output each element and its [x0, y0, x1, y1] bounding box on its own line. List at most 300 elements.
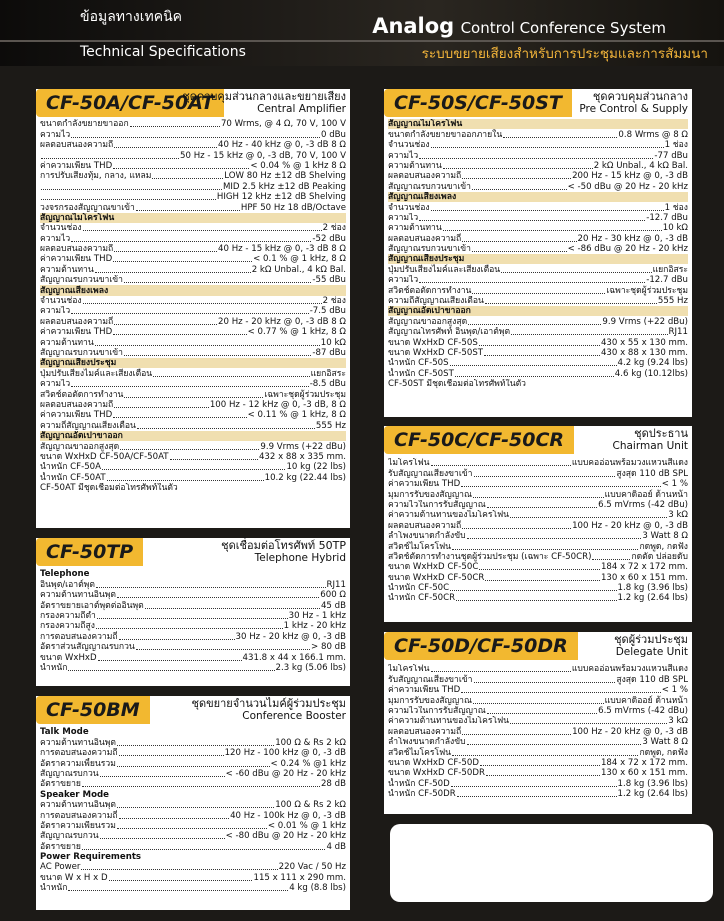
dot-leader — [450, 590, 616, 591]
spec-label: ขนาด WxHxD CF-50C — [388, 562, 479, 573]
spec-row — [388, 379, 688, 389]
dot-leader — [431, 147, 664, 148]
spec-row — [388, 161, 688, 171]
spec-row — [40, 748, 346, 758]
spec-value: < -60 dBu @ 20 Hz - 20 kHz — [225, 768, 346, 779]
blank-note-box — [390, 824, 713, 902]
cf50a-title — [182, 90, 346, 116]
spec-label: ขนาด WxHxD CF-50D — [388, 757, 479, 768]
cf50a-banner — [36, 89, 350, 117]
spec-row — [40, 472, 346, 482]
spec-row — [388, 593, 688, 603]
spec-value: < 1 % — [661, 685, 688, 696]
spec-row — [40, 400, 346, 410]
cf50d-panel — [384, 660, 692, 814]
spec-label: ความไวในการรับสัญญาณ — [388, 705, 486, 716]
dot-leader — [102, 469, 285, 470]
spec-label: สวิตช์ตอตัดการทำงาน — [388, 285, 472, 296]
spec-row — [388, 674, 688, 684]
spec-value: 1.8 kg (3.96 lbs) — [617, 583, 688, 594]
dot-leader — [480, 765, 600, 766]
spec-label: สัญญาณขาออกสูงสุด — [40, 441, 120, 452]
cf50c-panel — [384, 454, 692, 622]
cf50bm-model: CF-50BM — [36, 696, 150, 724]
spec-label: อัตราขยายเอาต์พุตต่ออินพุต — [40, 600, 144, 611]
spec-label: ขนาด WxHxD CF-50ST — [388, 347, 484, 358]
cf50bm-title — [192, 697, 346, 723]
spec-value: แบบคาดิออย์ ด้านหน้า — [604, 489, 688, 500]
thai-section-label: ข้อมูลทางเทคนิค — [80, 9, 183, 25]
spec-row — [388, 552, 688, 562]
spec-label: รับสัญญาณเสียงขาเข้า — [388, 674, 473, 685]
spec-label: ความไว — [40, 306, 71, 317]
spec-row — [40, 821, 346, 831]
spec-label: ลำโพงขนาดกำลังขับ — [388, 531, 466, 542]
spec-value: 3 kΩ — [668, 716, 688, 727]
dot-leader — [462, 734, 571, 735]
spec-label: ความไวในการรับสัญญาณ — [388, 499, 486, 510]
spec-value: < 0.11 % @ 1 kHz, 8 Ω — [247, 410, 346, 421]
spec-value: แบบคออ่อนพร้อมวงแหวนสีแดง — [571, 664, 688, 675]
spec-row — [40, 244, 346, 254]
spec-row — [388, 758, 688, 768]
dot-leader — [130, 126, 220, 127]
dot-leader — [109, 880, 253, 881]
spec-value: 45 dB — [320, 600, 346, 611]
spec-value: สูงสุด 110 dB SPL — [616, 468, 688, 479]
dot-leader — [71, 137, 320, 138]
spec-row — [388, 520, 688, 530]
spec-label: สัญญาณรบกวนขาเข้า — [40, 347, 124, 358]
spec-label: ความต้านทาน — [40, 264, 94, 275]
dot-leader — [113, 168, 249, 169]
cf50bm-title-th: ชุดขยายจำนวนไมค์ผู้ร่วมประชุม — [191, 697, 346, 710]
spec-row — [40, 140, 346, 150]
spec-value: -55 dBu — [312, 275, 346, 286]
spec-label: สัญญาณรบกวน — [40, 831, 99, 842]
spec-value: 1.2 kg (2.64 lbs) — [617, 789, 688, 800]
cf50a-panel — [36, 117, 350, 528]
spec-label: น้ำหนัก CF-50S — [388, 358, 449, 369]
spec-row — [388, 233, 688, 243]
spec-value: 20 Hz - 30 kHz @ 0, -3 dB — [577, 233, 688, 244]
spec-label: ค่าความเพี้ยน THD — [40, 160, 113, 171]
cf50c-title-en: Chairman Unit — [612, 440, 688, 452]
spec-label: ค่าความเพี้ยน THD — [40, 254, 113, 265]
spec-value: สูงสุด 110 dB SPL — [616, 674, 688, 685]
spec-value: เฉพาะชุดผู้ร่วมประชุม — [264, 389, 346, 400]
spec-section-heading — [388, 192, 688, 202]
spec-value: 10 kg (22 lbs) — [286, 462, 346, 473]
spec-label: ความต้านทาน — [388, 160, 442, 171]
system-title — [372, 14, 666, 38]
cf50d-model: CF-50D/CF-50DR — [384, 632, 578, 660]
spec-label: ลำโพงขนาดกำลังขับ — [388, 737, 466, 748]
spec-row — [40, 275, 346, 285]
spec-value: -12.7 dBu — [646, 275, 688, 286]
spec-label: สวิตช์ตัดการทำงานชุดผู้ร่วมประชุม (เฉพาะ CF-50CR) — [388, 551, 592, 562]
dot-leader — [503, 137, 617, 138]
spec-value: 10 kΩ — [662, 223, 688, 234]
spec-row — [388, 202, 688, 212]
system-subtitle: ระบบขยายเสียงสำหรับการประชุมและการสัมมนา — [421, 46, 708, 62]
dot-leader — [81, 869, 277, 870]
dot-leader — [119, 818, 229, 819]
spec-row — [40, 129, 346, 139]
spec-value: 130 x 60 x 151 mm. — [600, 572, 688, 583]
spec-label: ความไว — [388, 150, 419, 161]
spec-value: กดตัด ปล่อยดับ — [631, 551, 688, 562]
spec-value: 432 x 88 x 335 mm. — [258, 451, 346, 462]
spec-label: ค่าความเพี้ยน THD — [388, 685, 461, 696]
spec-row — [40, 233, 346, 243]
spec-row — [40, 410, 346, 420]
dot-leader — [419, 158, 653, 159]
spec-value: 1 ช่อง — [664, 140, 688, 151]
dot-leader — [153, 376, 309, 377]
spec-section-heading — [40, 852, 346, 862]
spec-label: ความต้านทาน — [388, 223, 442, 234]
dot-leader — [117, 828, 267, 829]
dot-leader — [119, 639, 235, 640]
spec-label: จำนวนช่อง — [388, 140, 430, 151]
spec-label: สัญญาณรบกวนขาเข้า — [388, 244, 472, 255]
spec-row — [388, 685, 688, 695]
spec-row — [388, 778, 688, 788]
dot-leader — [510, 517, 667, 518]
spec-value: 2 ช่อง — [322, 296, 346, 307]
spec-row — [40, 872, 346, 882]
spec-row — [40, 758, 346, 768]
spec-row — [388, 316, 688, 326]
spec-value: < 0.04 % @ 1 kHz 8 Ω — [250, 160, 346, 171]
spec-value: 9.9 Vrms (+22 dBu) — [260, 441, 346, 452]
spec-value: 200 Hz - 15 kHz @ 0, -3 dB — [572, 171, 688, 182]
spec-section-heading — [388, 119, 688, 129]
spec-row — [388, 140, 688, 150]
cf50s-title-th: ชุดควบคุมส่วนกลาง — [592, 90, 688, 103]
spec-value: 40 Hz - 40 kHz @ 0, -3 dB 8 Ω — [218, 140, 346, 151]
spec-value: 20 Hz - 20 kHz @ 0, -3 dB 8 Ω — [218, 316, 346, 327]
dot-leader — [474, 682, 616, 683]
spec-value: 30 Hz - 1 kHz — [288, 610, 346, 621]
dot-leader — [152, 178, 223, 179]
spec-value: 0.8 Wrms @ 8 Ω — [618, 129, 688, 140]
spec-value: 130 x 60 x 151 mm. — [600, 768, 688, 779]
spec-label: รับสัญญาณเสียงขาเข้า — [388, 468, 473, 479]
spec-label: ผลตอบสนองความถี่ — [388, 233, 462, 244]
dot-leader — [485, 303, 657, 304]
dot-leader — [452, 549, 638, 550]
spec-label: ขนาด WxHxD CF-50CR — [388, 572, 485, 583]
dot-leader — [82, 849, 325, 850]
spec-row — [40, 800, 346, 810]
spec-value: -52 dBu — [312, 233, 346, 244]
spec-row — [40, 663, 346, 673]
spec-label: Talk Mode — [40, 727, 89, 738]
spec-row — [40, 737, 346, 747]
dot-leader — [487, 713, 597, 714]
dot-leader — [431, 671, 571, 672]
dot-leader — [107, 480, 264, 481]
spec-value: 100 Hz - 20 kHz @ 0, -3 dB — [572, 520, 688, 531]
spec-row — [40, 223, 346, 233]
spec-label: ไมโครโฟน — [388, 458, 430, 469]
cf50tp-spec-list — [40, 569, 346, 673]
dot-leader — [462, 241, 576, 242]
spec-value: < 0.1 % @ 1 kHz, 8 Ω — [253, 254, 346, 265]
cf50s-banner — [384, 89, 692, 117]
spec-section-heading — [40, 789, 346, 799]
spec-value: 70 Wrms, @ 4 Ω, 70 V, 100 V — [220, 119, 346, 130]
dot-leader — [468, 324, 601, 325]
dot-leader — [113, 261, 252, 262]
spec-value: 10 kΩ — [320, 337, 346, 348]
dot-leader — [124, 397, 263, 398]
spec-label: Telephone — [40, 569, 90, 580]
dot-leader — [484, 355, 600, 356]
dot-leader — [100, 776, 225, 777]
spec-row — [40, 862, 346, 872]
spec-label: สัญญาณอัตเปาขาออก — [388, 306, 471, 317]
spec-value: 1 ช่อง — [664, 202, 688, 213]
spec-row — [388, 458, 688, 468]
spec-value: 2.3 kg (5.06 lbs) — [275, 662, 346, 673]
spec-label: AC Power — [40, 862, 81, 873]
spec-value: 100 Hz - 12 kHz @ 0, -3 dB, 8 Ω — [209, 399, 346, 410]
dot-leader — [472, 251, 567, 252]
spec-label: ความถี่สัญญาณเสียงเตือน — [388, 296, 484, 307]
system-title-rest: Control Conference System — [460, 19, 666, 37]
dot-leader — [479, 569, 600, 570]
spec-row — [40, 192, 346, 202]
spec-row — [388, 275, 688, 285]
spec-row — [388, 223, 688, 233]
dot-leader — [467, 538, 642, 539]
spec-row — [40, 611, 346, 621]
spec-value: RJ11 — [326, 579, 346, 590]
spec-value: HPF 50 Hz 18 dB/Octave — [240, 202, 346, 213]
spec-section-heading — [40, 213, 346, 223]
spec-row — [40, 769, 346, 779]
dot-leader — [479, 345, 600, 346]
spec-row — [40, 202, 346, 212]
spec-row — [388, 150, 688, 160]
dot-leader — [145, 608, 320, 609]
cf50s-title — [579, 90, 688, 116]
spec-label: การตอบสนองความถี่ — [40, 631, 118, 642]
cf50tp-banner — [36, 538, 350, 566]
spec-value: < 0.77 % @ 1 kHz, 8 Ω — [247, 327, 346, 338]
spec-label: ความไว — [388, 212, 419, 223]
spec-label: อัตราขยาย — [40, 841, 81, 852]
dot-leader — [71, 313, 308, 314]
spec-label: ค่าความต้านทานของไมโครโฟน — [388, 510, 510, 521]
spec-label: ความถี่สัญญาณเสียงเตือน — [40, 420, 136, 431]
cf50a-model: CF-50A/CF-50AT — [36, 89, 224, 117]
spec-value: 4.6 kg (10.12lbs) — [614, 368, 688, 379]
spec-label: ความต้านทานอินพุต — [40, 590, 116, 601]
cf50c-model: CF-50C/CF-50CR — [384, 426, 574, 454]
spec-value: < 1 % — [661, 479, 688, 490]
spec-value: แยกอิสระ — [652, 264, 688, 275]
spec-label: อินพุต/เอาต์พุต — [40, 579, 95, 590]
spec-row — [388, 541, 688, 551]
spec-label: ผลตอบสนองความถี่ — [40, 316, 114, 327]
cf50c-title — [613, 427, 689, 453]
spec-value: 3 Watt 8 Ω — [642, 737, 688, 748]
spec-row — [388, 572, 688, 582]
spec-row — [388, 716, 688, 726]
spec-row — [40, 348, 346, 358]
spec-row — [388, 583, 688, 593]
spec-label: สัญญาณเสียงเพลง — [388, 192, 457, 203]
dot-leader — [443, 168, 593, 169]
dot-leader — [82, 786, 320, 787]
spec-value: 1 kHz - 20 kHz — [283, 621, 346, 632]
spec-row — [40, 316, 346, 326]
spec-row — [388, 285, 688, 295]
dot-leader — [100, 838, 225, 839]
spec-value: 6.5 mVrms (-42 dBu) — [598, 705, 688, 716]
spec-label: ผลตอบสนองความถี่ — [388, 520, 462, 531]
spec-row — [388, 531, 688, 541]
dot-leader — [68, 670, 274, 671]
spec-row — [388, 181, 688, 191]
spec-value: 600 Ω — [320, 590, 346, 601]
spec-row — [40, 161, 346, 171]
spec-value: > 80 dB — [311, 642, 346, 653]
spec-value: 2 ช่อง — [322, 223, 346, 234]
spec-row — [40, 150, 346, 160]
cf50bm-banner — [36, 696, 350, 724]
spec-label: สัญญาณเสียงประชุม — [388, 254, 465, 265]
spec-row — [40, 483, 346, 493]
spec-label: ขนาด W x H x D — [40, 872, 108, 883]
dot-leader — [41, 199, 216, 200]
spec-value: แบบคาดิออย์ ด้านหน้า — [604, 695, 688, 706]
cf50d-title-en: Delegate Unit — [615, 646, 688, 658]
spec-value: -8.5 dBu — [309, 379, 346, 390]
dot-leader — [114, 147, 217, 148]
dot-leader — [170, 459, 258, 460]
spec-value: 40 Hz - 15 kHz @ 0, -3 dB 8 Ω — [218, 244, 346, 255]
spec-value: HIGH 12 kHz ±12 dB Shelving — [216, 192, 346, 203]
spec-value: 555 Hz — [657, 296, 688, 307]
dot-leader — [113, 334, 246, 335]
dot-leader — [71, 386, 308, 387]
spec-row — [388, 706, 688, 716]
cf50tp-title-th: ชุดเชื่อมต่อโทรศัพท์ 50TP — [221, 539, 346, 552]
cf50a-title-en: Central Amplifier — [257, 103, 346, 115]
spec-value: 2 kΩ Unbal., 4 kΩ Bal. — [251, 264, 346, 275]
spec-label: ปุ่มปรับเสียงไมค์และเสียงเตือน — [40, 368, 153, 379]
dot-leader — [97, 618, 288, 619]
spec-row — [388, 129, 688, 139]
spec-label: สวิตช์ไมโครโฟน — [388, 747, 452, 758]
dot-leader — [474, 476, 616, 477]
spec-row — [388, 348, 688, 358]
spec-label: ผลตอบสนองความถี่ — [40, 244, 114, 255]
dot-leader — [68, 890, 288, 891]
spec-value: < -50 dBu @ 20 Hz - 20 kHz — [567, 181, 688, 192]
spec-row — [388, 171, 688, 181]
spec-section-heading — [40, 569, 346, 579]
spec-label: สัญญาณโทรศัพท์ อินพุต/เอาต์พุต — [388, 327, 511, 338]
cf50d-banner — [384, 632, 692, 660]
spec-label: น้ำหนัก CF-50CR — [388, 593, 456, 604]
dot-leader — [501, 272, 651, 273]
spec-label: ความต้านทานอินพุต — [40, 737, 116, 748]
spec-label: กรองความถี่ต่ำ — [40, 610, 96, 621]
spec-label: จำนวนช่อง — [40, 223, 82, 234]
spec-row — [388, 358, 688, 368]
spec-value: 4 dB — [326, 841, 346, 852]
spec-value: 555 Hz — [315, 420, 346, 431]
spec-row — [40, 171, 346, 181]
cf50tp-title — [221, 539, 346, 565]
dot-leader — [462, 178, 571, 179]
spec-value: 184 x 72 x 172 mm. — [600, 562, 688, 573]
spec-section-heading — [388, 254, 688, 264]
spec-label: น้ำหนัก CF-50D — [388, 778, 450, 789]
spec-value: แบบคออ่อนพร้อมวงแหวนสีแดง — [571, 458, 688, 469]
spec-value: เฉพาะชุดผู้ร่วมประชุม — [606, 285, 688, 296]
spec-value: 220 Vac / 50 Hz — [278, 862, 346, 873]
spec-value: 430 x 88 x 130 mm. — [600, 347, 688, 358]
spec-row — [388, 664, 688, 674]
spec-row — [40, 590, 346, 600]
dot-leader — [472, 293, 605, 294]
spec-label: ขนาดกำลังขยายขาออกภายใน — [388, 129, 503, 140]
spec-row — [40, 254, 346, 264]
spec-value: 1.2 kg (2.64 lbs) — [617, 593, 688, 604]
spec-row — [40, 652, 346, 662]
dot-leader — [455, 376, 614, 377]
spec-label: ความต้านทาน — [40, 337, 94, 348]
dot-leader — [511, 334, 668, 335]
cf50s-panel — [384, 117, 692, 417]
spec-row — [40, 389, 346, 399]
spec-row — [40, 841, 346, 851]
spec-label: มุมการรับของสัญญาณ — [388, 489, 472, 500]
dot-leader — [114, 324, 217, 325]
spec-row — [388, 244, 688, 254]
dot-leader — [473, 497, 604, 498]
spec-row — [388, 264, 688, 274]
dot-leader — [41, 158, 179, 159]
spec-section-heading — [388, 306, 688, 316]
spec-value: < -86 dBu @ 20 Hz - 20 kHz — [567, 244, 688, 255]
spec-label: สวิตช์ไมโครโฟน — [388, 541, 452, 552]
spec-label: ขนาด WxHxD CF-50S — [388, 337, 478, 348]
spec-value: MID 2.5 kHz ±12 dB Peaking — [222, 181, 346, 192]
spec-label: Speaker Mode — [40, 789, 109, 800]
english-section-label: Technical Specifications — [80, 44, 246, 60]
page-header — [0, 0, 724, 66]
dot-leader — [431, 210, 664, 211]
spec-label: น้ำหนัก CF-50DR — [388, 789, 456, 800]
spec-section-heading — [40, 285, 346, 295]
spec-label: อัตราส่วนสัญญาณรบกวน — [40, 642, 135, 653]
spec-label: ขนาด WxHxD CF-50DR — [388, 768, 485, 779]
spec-row — [40, 441, 346, 451]
spec-label: กรองความถี่สูง — [40, 621, 95, 632]
spec-row — [388, 337, 688, 347]
spec-row — [388, 562, 688, 572]
dot-leader — [113, 417, 246, 418]
dot-leader — [487, 507, 597, 508]
